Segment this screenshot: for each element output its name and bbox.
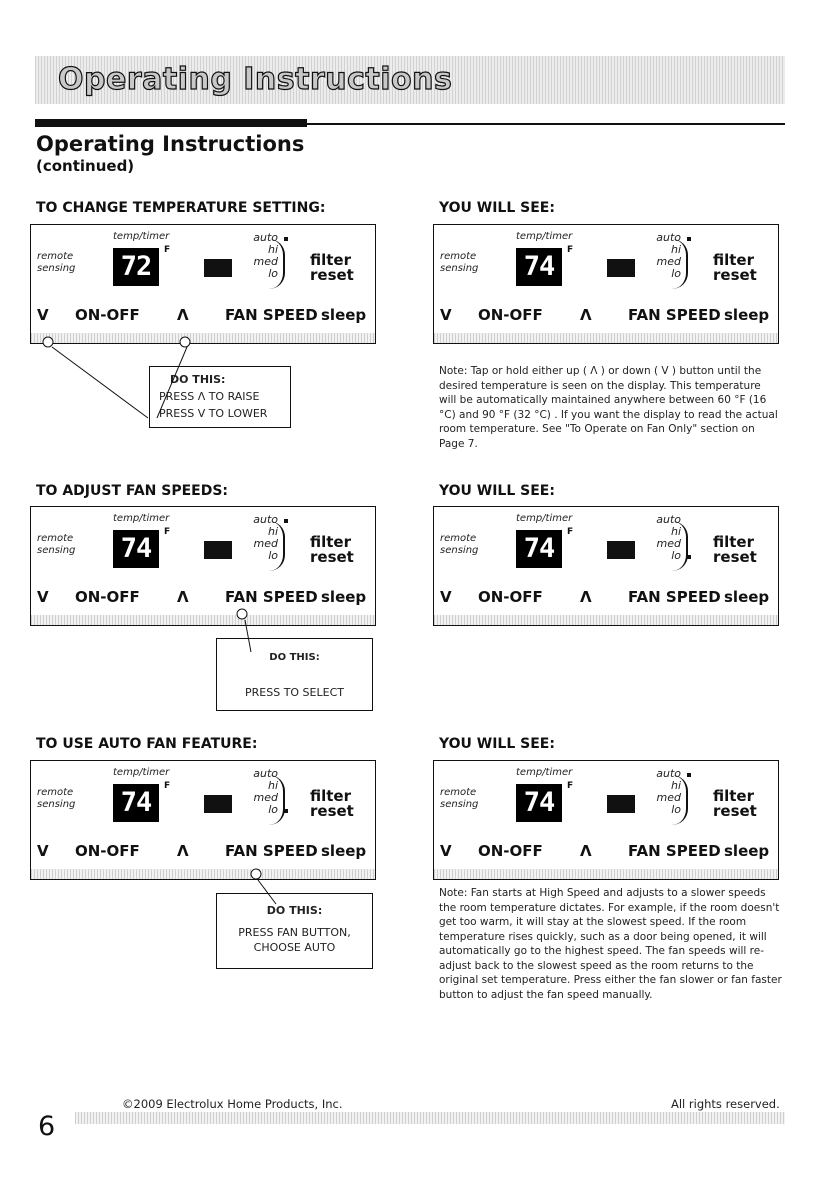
sleep-button[interactable]: sleep bbox=[321, 842, 367, 860]
fan-speed-button[interactable]: FAN SPEED bbox=[225, 842, 318, 860]
section2-heading: TO ADJUST FAN SPEEDS: bbox=[36, 483, 229, 499]
fan-speed-label: lo bbox=[671, 803, 681, 816]
remote-sensing-label: remote sensing bbox=[37, 787, 76, 810]
fan-speed-label: hi bbox=[670, 525, 681, 538]
finger-pointer-icon bbox=[251, 869, 261, 879]
finger-pointer-icon bbox=[180, 337, 190, 347]
down-button[interactable]: V bbox=[440, 306, 452, 324]
sleep-button[interactable]: sleep bbox=[321, 306, 367, 324]
filter-reset-label: filter reset bbox=[310, 251, 354, 284]
do-this-title: DO THIS: bbox=[269, 652, 320, 663]
on-off-button[interactable]: ON-OFF bbox=[478, 306, 543, 324]
fan-speed-label: hi bbox=[267, 525, 278, 538]
temperature-display: 74 bbox=[113, 530, 159, 568]
unit-label: F bbox=[164, 527, 171, 537]
up-button[interactable]: Λ bbox=[580, 306, 592, 324]
banner-title: Operating Instructions bbox=[58, 62, 453, 97]
down-button[interactable]: V bbox=[37, 588, 49, 606]
on-off-button[interactable]: ON-OFF bbox=[75, 306, 140, 324]
down-button[interactable]: V bbox=[440, 588, 452, 606]
temperature-display: 72 bbox=[113, 248, 159, 286]
up-button[interactable]: Λ bbox=[177, 306, 189, 324]
do-this-line: CHOOSE AUTO bbox=[253, 941, 336, 954]
down-button[interactable]: V bbox=[440, 842, 452, 860]
section1-see-heading: YOU WILL SEE: bbox=[439, 200, 555, 216]
fan-speed-label: med bbox=[253, 255, 278, 268]
fan-speed-label: auto bbox=[248, 514, 278, 526]
temperature-display: 74 bbox=[516, 530, 562, 568]
temperature-display: 74 bbox=[516, 248, 562, 286]
fan-speed-label: med bbox=[253, 537, 278, 550]
fan-speed-label: hi bbox=[267, 779, 278, 792]
fan-speed-button[interactable]: FAN SPEED bbox=[628, 588, 721, 606]
temp-timer-label: temp/timer bbox=[113, 231, 170, 242]
sleep-button[interactable]: sleep bbox=[724, 306, 770, 324]
do-this-title: DO THIS: bbox=[266, 904, 323, 917]
fan-speed-label: med bbox=[253, 791, 278, 804]
fan-speed-label: auto bbox=[656, 513, 681, 526]
fan-speed-label: auto bbox=[651, 232, 681, 244]
do-this-line: PRESS V TO LOWER bbox=[159, 407, 268, 420]
on-off-button[interactable]: ON-OFF bbox=[478, 842, 543, 860]
copyright-text: ©2009 Electrolux Home Products, Inc. bbox=[122, 1097, 343, 1111]
down-button[interactable]: V bbox=[37, 842, 49, 860]
page-subtitle: (continued) bbox=[36, 157, 135, 175]
section3-see-heading: YOU WILL SEE: bbox=[439, 736, 555, 752]
section2-see-heading: YOU WILL SEE: bbox=[439, 483, 555, 499]
fan-speed-label: hi bbox=[670, 779, 681, 792]
fan-speed-label: lo bbox=[268, 549, 278, 562]
fan-speed-button[interactable]: FAN SPEED bbox=[225, 588, 318, 606]
filter-reset-label: filter reset bbox=[713, 787, 757, 820]
fan-speed-label: lo bbox=[248, 804, 278, 816]
temp-timer-label: temp/timer bbox=[113, 513, 170, 524]
rights-text: All rights reserved. bbox=[671, 1097, 780, 1111]
fan-speed-label: med bbox=[656, 791, 681, 804]
on-off-button[interactable]: ON-OFF bbox=[75, 842, 140, 860]
fan-speed-label: hi bbox=[670, 243, 681, 256]
unit-label: F bbox=[567, 781, 574, 791]
fan-speed-label: auto bbox=[253, 767, 278, 780]
page-number: 6 bbox=[38, 1111, 56, 1142]
filter-reset-label: filter reset bbox=[310, 533, 354, 566]
up-button[interactable]: Λ bbox=[177, 588, 189, 606]
temperature-display: 74 bbox=[113, 784, 159, 822]
on-off-button[interactable]: ON-OFF bbox=[75, 588, 140, 606]
remote-sensing-label: remote sensing bbox=[37, 251, 76, 274]
remote-sensing-label: remote sensing bbox=[440, 533, 479, 556]
fan-speed-label: hi bbox=[267, 243, 278, 256]
finger-pointer-icon bbox=[237, 609, 247, 619]
temp-timer-label: temp/timer bbox=[516, 231, 573, 242]
sleep-button[interactable]: sleep bbox=[321, 588, 367, 606]
section3-heading: TO USE AUTO FAN FEATURE: bbox=[36, 736, 258, 752]
unit-label: F bbox=[567, 527, 574, 537]
filter-reset-label: filter reset bbox=[713, 533, 757, 566]
fan-speed-label: lo bbox=[671, 267, 681, 280]
sleep-button[interactable]: sleep bbox=[724, 588, 770, 606]
up-button[interactable]: Λ bbox=[580, 842, 592, 860]
page-title: Operating Instructions bbox=[36, 132, 305, 156]
up-button[interactable]: Λ bbox=[177, 842, 189, 860]
temp-timer-label: temp/timer bbox=[113, 767, 170, 778]
fan-speed-label: lo bbox=[268, 267, 278, 280]
remote-sensing-label: remote sensing bbox=[440, 251, 479, 274]
do-this-title: DO THIS: bbox=[170, 373, 226, 386]
temperature-display: 74 bbox=[516, 784, 562, 822]
sleep-button[interactable]: sleep bbox=[724, 842, 770, 860]
filter-reset-label: filter reset bbox=[310, 787, 354, 820]
fan-speed-label: auto bbox=[651, 768, 681, 780]
on-off-button[interactable]: ON-OFF bbox=[478, 588, 543, 606]
do-this-line: PRESS Λ TO RAISE bbox=[159, 390, 260, 403]
fan-speed-button[interactable]: FAN SPEED bbox=[628, 842, 721, 860]
remote-sensing-label: remote sensing bbox=[440, 787, 479, 810]
fan-speed-button[interactable]: FAN SPEED bbox=[225, 306, 318, 324]
fan-speed-button[interactable]: FAN SPEED bbox=[628, 306, 721, 324]
footer-band bbox=[75, 1112, 785, 1124]
up-button[interactable]: Λ bbox=[580, 588, 592, 606]
section1-heading: TO CHANGE TEMPERATURE SETTING: bbox=[36, 200, 326, 216]
temp-timer-label: temp/timer bbox=[516, 767, 573, 778]
finger-pointer-icon bbox=[43, 337, 53, 347]
do-this-line: PRESS FAN BUTTON, bbox=[238, 926, 351, 939]
unit-label: F bbox=[567, 245, 574, 255]
temp-timer-label: temp/timer bbox=[516, 513, 573, 524]
fan-speed-label: med bbox=[656, 537, 681, 550]
fan-speed-label: med bbox=[656, 255, 681, 268]
fan-speed-label: auto bbox=[248, 232, 278, 244]
auto-fan-note: Note: Fan starts at High Speed and adjusts to a slower speeds the room temperature dictates. For example, if the room doesn't get too warm, it will stay at the slowest speed. If the room temperature rises quickly, such as a door being opened, it will automatically go to the highest speed. The fan speeds will re-adjust back to the slowest speed as the room returns to the original set temperature. Press either the fan slower or fan faster button to adjust the fan speed manually. bbox=[439, 887, 782, 1001]
do-this-line: PRESS TO SELECT bbox=[245, 686, 344, 699]
unit-label: F bbox=[164, 245, 171, 255]
down-button[interactable]: V bbox=[37, 306, 49, 324]
temperature-note: Note: Tap or hold either up ( Λ ) or down ( V ) button until the desired temperature is seen on the display. This temperature will be automatically maintained anywhere between 60 °F (16 °C) and 90 °F (32 °C) . If you want the display to read the actual room temperature. See "To Operate on Fan Only" section on Page 7. bbox=[439, 365, 778, 450]
unit-label: F bbox=[164, 781, 171, 791]
remote-sensing-label: remote sensing bbox=[37, 533, 76, 556]
filter-reset-label: filter reset bbox=[713, 251, 757, 284]
fan-speed-label: lo bbox=[651, 550, 681, 562]
